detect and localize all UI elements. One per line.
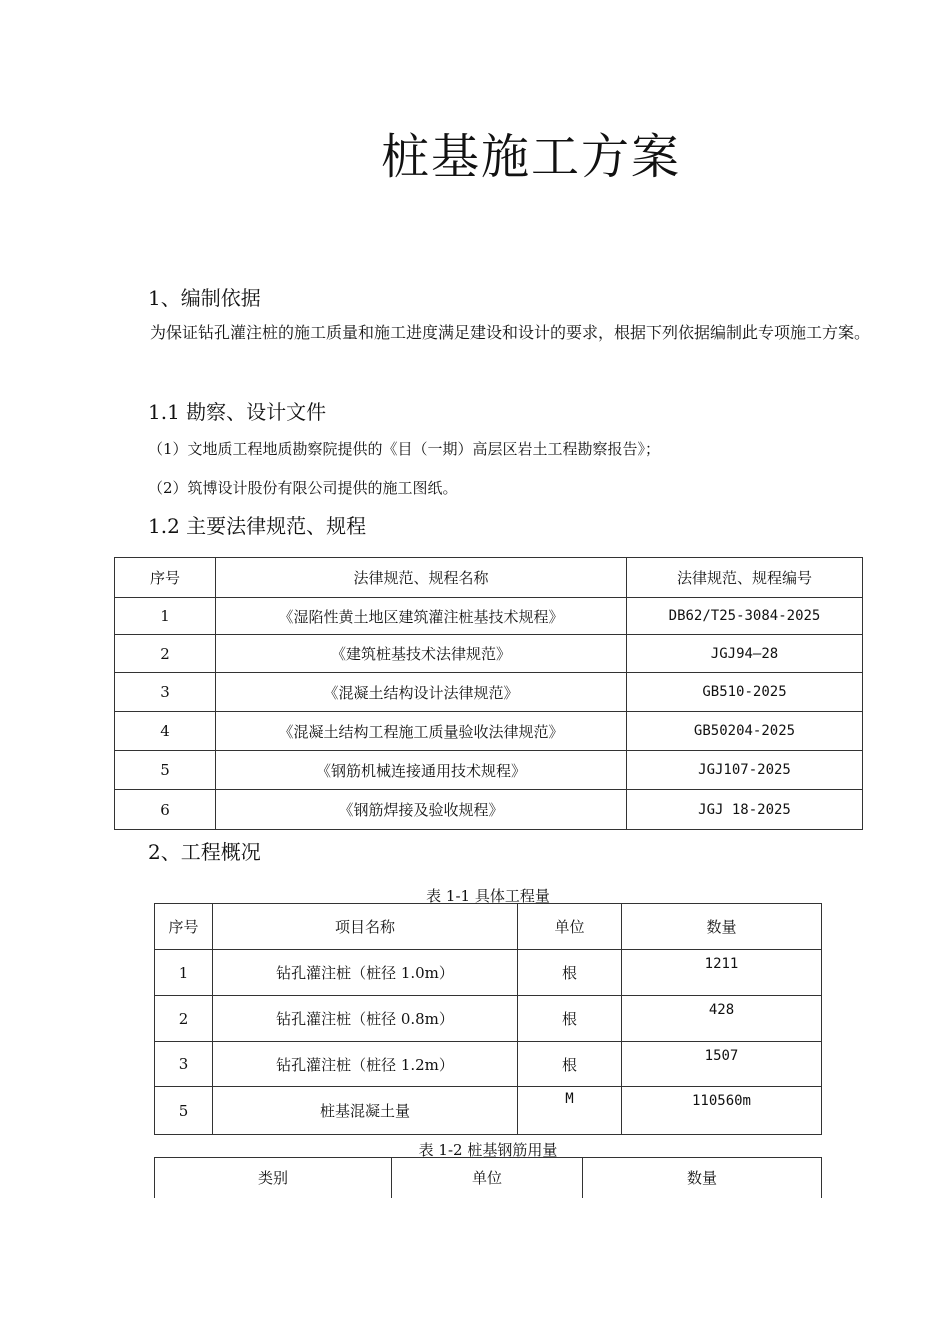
table-cell: JGJ107-2025 (627, 751, 863, 790)
rebar-table (154, 1157, 822, 1198)
column-header: 序号 (155, 904, 213, 950)
subsection-1-1-heading: 1.1 勘察、设计文件 (148, 400, 327, 424)
table-cell: 1 (155, 950, 213, 996)
table-header-row (155, 1158, 822, 1198)
section-1-paragraph: 为保证钻孔灌注桩的施工质量和施工进度满足建设和设计的要求，根据下列依据编制此专项施工方案。 (150, 323, 871, 342)
table-cell: 钻孔灌注桩（桩径 1.2m） (213, 1042, 518, 1087)
column-header: 法律规范、规程编号 (627, 558, 863, 598)
table-row (155, 1087, 822, 1135)
table-header-row (115, 558, 863, 598)
table-cell: 桩基混凝土量 (213, 1087, 518, 1135)
table-cell: 根 (518, 996, 622, 1042)
table-1-2-caption: 表 1-2 桩基钢筋用量 (418, 1141, 558, 1159)
column-header: 单位 (392, 1158, 583, 1198)
table-cell: 《建筑桩基技术法律规范》 (216, 635, 627, 673)
table-cell: 1 (115, 598, 216, 635)
column-header: 单位 (518, 904, 622, 950)
table-cell: GB510-2025 (627, 673, 863, 712)
subsection-1-2-heading: 1.2 主要法律规范、规程 (148, 514, 367, 538)
table-cell: 1507 (622, 1042, 822, 1087)
table-cell: 110560m (622, 1087, 822, 1135)
table-cell: 根 (518, 950, 622, 996)
column-header: 数量 (583, 1158, 822, 1198)
table-cell: 428 (622, 996, 822, 1042)
column-header: 法律规范、规程名称 (216, 558, 627, 598)
laws-table (114, 557, 863, 830)
table-cell: 钻孔灌注桩（桩径 0.8m） (213, 996, 518, 1042)
table-cell: 《混凝土结构设计法律规范》 (216, 673, 627, 712)
table-row (155, 1042, 822, 1087)
table-cell: 3 (155, 1042, 213, 1087)
table-cell: 4 (115, 712, 216, 751)
section-2-heading: 2、工程概况 (148, 840, 261, 864)
table-cell: 《钢筋机械连接通用技术规程》 (216, 751, 627, 790)
table-cell: 根 (518, 1042, 622, 1087)
table-row (115, 751, 863, 790)
table-cell: 《混凝土结构工程施工质量验收法律规范》 (216, 712, 627, 751)
table-cell: 1211 (622, 950, 822, 996)
table-row (115, 673, 863, 712)
table-cell: 5 (155, 1087, 213, 1135)
table-row (115, 790, 863, 830)
table-cell: 3 (115, 673, 216, 712)
table-row (115, 712, 863, 751)
table-cell: DB62/T25-3084-2025 (627, 598, 863, 635)
table-cell: 钻孔灌注桩（桩径 1.0m） (213, 950, 518, 996)
table-cell: JGJ94—28 (627, 635, 863, 673)
table-row (155, 950, 822, 996)
table-cell: GB50204-2025 (627, 712, 863, 751)
table-cell: 《湿陷性黄土地区建筑灌注桩基技术规程》 (216, 598, 627, 635)
table-cell: 5 (115, 751, 216, 790)
list-item: （2）筑博设计股份有限公司提供的施工图纸。 (148, 479, 458, 497)
table-header-row (155, 904, 822, 950)
table-cell: 《钢筋焊接及验收规程》 (216, 790, 627, 830)
table-cell: M (518, 1087, 622, 1135)
table-cell: 6 (115, 790, 216, 830)
table-row (115, 598, 863, 635)
list-item: （1）文地质工程地质勘察院提供的《目（一期）高层区岩土工程勘察报告》； (148, 440, 661, 458)
column-header: 项目名称 (213, 904, 518, 950)
table-cell: 2 (155, 996, 213, 1042)
table-row (115, 635, 863, 673)
column-header: 序号 (115, 558, 216, 598)
column-header: 类别 (155, 1158, 392, 1198)
table-row (155, 996, 822, 1042)
table-cell: 2 (115, 635, 216, 673)
document-title: 桩基施工方案 (380, 129, 681, 185)
quantity-table (154, 903, 822, 1135)
table-1-1-caption: 表 1-1 具体工程量 (426, 887, 550, 905)
section-1-heading: 1、编制依据 (148, 286, 261, 310)
table-cell: JGJ 18-2025 (627, 790, 863, 830)
column-header: 数量 (622, 904, 822, 950)
